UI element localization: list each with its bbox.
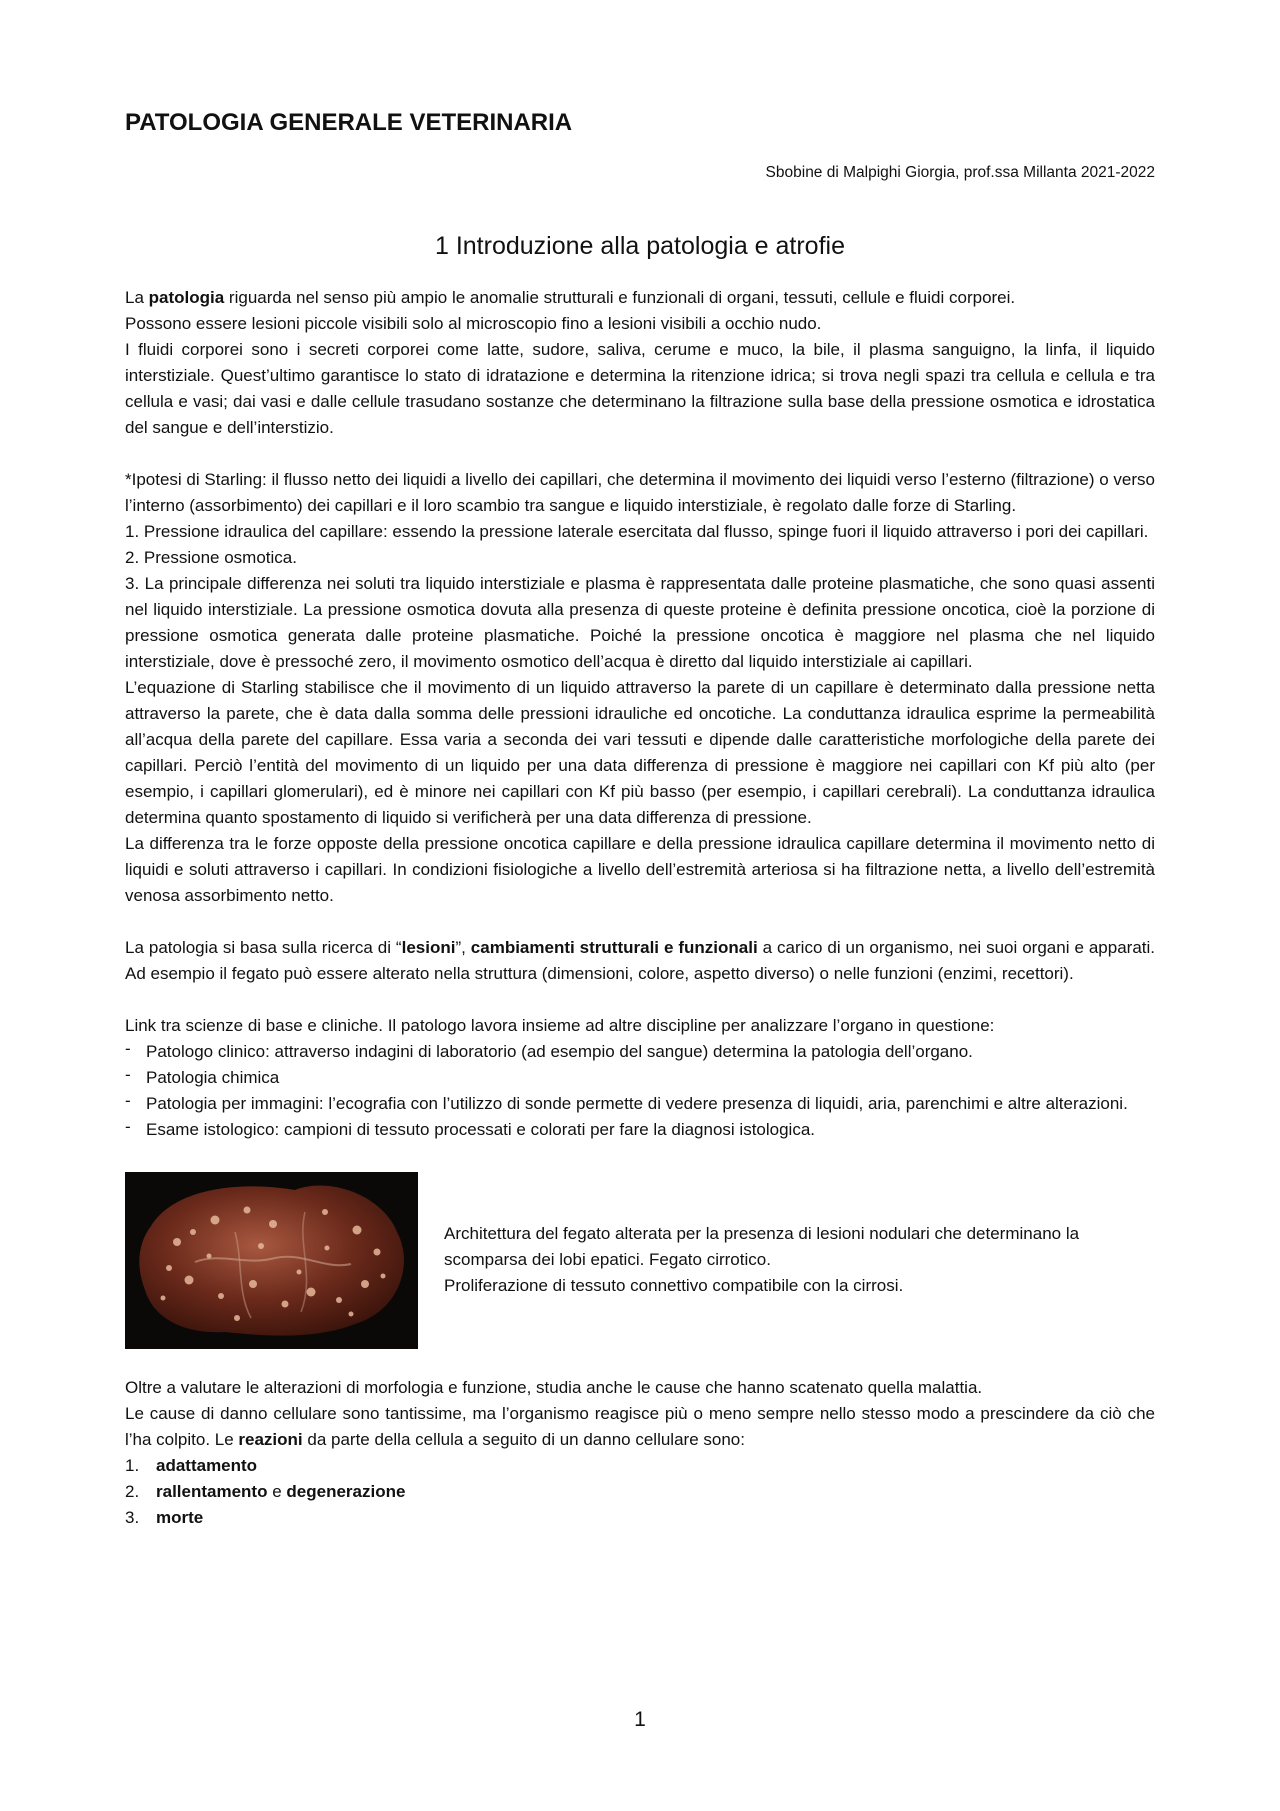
bold-term: degenerazione	[286, 1482, 406, 1501]
starling-item: 2. Pressione osmotica.	[125, 548, 297, 567]
list-number: 1.	[125, 1456, 140, 1475]
list-item: - Patologo clinico: attraverso indagini di laboratorio (ad esempio del sangue) determina la patologia dell’organo.	[125, 1039, 1155, 1065]
intro-paragraph	[125, 285, 1155, 311]
document-title: PATOLOGIA GENERALE VETERINARIA	[125, 109, 573, 136]
list-number: 2.	[125, 1482, 140, 1501]
list-item: - Patologia chimica	[125, 1065, 1155, 1091]
page-number: 1	[634, 1708, 646, 1731]
caption-text: Proliferazione di tessuto connettivo compatibile con la cirrosi.	[444, 1276, 904, 1295]
text-span: La	[125, 288, 149, 307]
text-span: a carico di un organismo, nei suoi organi e apparati. Ad esempio il fegato può essere alterato nella struttura (dimensioni, colore, aspetto diverso) o nelle funzioni (enzimi, recettori).	[125, 938, 1156, 983]
intro-paragraph: I fluidi corporei sono i secreti corporei come latte, sudore, saliva, cerume e muco, la bile, il plasma sanguigno, la linfa, il liquido interstiziale. Quest’ultimo garantisce lo stato di idratazione e determina la ritenzione idrica; si trova negli spazi tra cellula e cellula e tra cellula e vasi; dai vasi e dalle cellule trasudano sostanze che determinano la filtrazione sulla base della pressione osmotica e idrostatica del sangue e dell’interstizio.	[125, 340, 1155, 437]
cirrhotic-liver-photo	[125, 1172, 418, 1349]
author-line: Sbobine di Malpighi Giorgia, prof.ssa Millanta 2021-2022	[765, 164, 1155, 181]
list-number: 3.	[125, 1508, 140, 1527]
links-intro: Link tra scienze di base e cliniche. Il patologo lavora insieme ad altre discipline per analizzare l’organo in questione:	[125, 1016, 995, 1035]
text-span: e	[267, 1482, 287, 1501]
starling-paragraph: La differenza tra le forze opposte della pressione oncotica capillare e della pressione idraulica capillare determina il movimento netto di liquidi e soluti attraverso i capillari. In condizioni fisiologiche a livello dell’estremità arteriosa si ha filtrazione netta, a livello dell’estremità venosa assorbimento netto.	[125, 834, 1155, 905]
bold-term: reazioni	[238, 1430, 303, 1449]
starling-paragraph: *Ipotesi di Starling: il flusso netto dei liquidi a livello dei capillari, che determina il movimento dei liquidi verso l’esterno (filtrazione) o verso l’interno (assorbimento) dei capillari e il loro scambio tra sangue e liquido interstiziale, è regolato dalle forze di Starling.	[125, 470, 1155, 515]
caption-text: Architettura del fegato alterata per la presenza di lesioni nodulari che determinano la scomparsa dei lobi epatici. Fegato cirrotico.	[444, 1224, 1080, 1269]
list-item: - Esame istologico: campioni di tessuto processati e colorati per fare la diagnosi istologica.	[125, 1117, 1155, 1143]
closing-paragraph: Oltre a valutare le alterazioni di morfologia e funzione, studia anche le cause che hanno scatenato quella malattia.	[125, 1378, 983, 1397]
bold-term: rallentamento	[156, 1482, 268, 1501]
closing-paragraph	[125, 1401, 1155, 1453]
text-span: da parte della cellula a seguito di un danno cellulare sono:	[302, 1430, 745, 1449]
bold-term: cambiamenti strutturali e funzionali	[470, 938, 758, 957]
figure	[125, 1172, 1155, 1349]
starling-paragraph: L’equazione di Starling stabilisce che il movimento di un liquido attraverso la parete di un capillare è determinato dalla pressione netta attraverso la parete, che è data dalla somma delle pressioni idrauliche ed oncotiche. La conduttanza idraulica esprime la permeabilità all’acqua della parete del capillare. Essa varia a seconda dei vari tessuti e dipende dalle caratteristiche morfologiche della parete dei capillari. Perciò l’entità del movimento di un liquido per una data differenza di pressione è maggiore nei capillari con Kf più alto (per esempio, i capillari glomerulari), ed è minore nei capillari con Kf più basso (per esempio, i capillari cerebrali). La conduttanza idraulica determina quanto spostamento di liquido si verificherà per una data differenza di pressione.	[125, 678, 1155, 827]
lesions-paragraph	[125, 935, 1155, 987]
text-span: Le cause di danno cellulare sono tantissime, ma l’organismo reagisce più o meno sempre nello stesso modo a prescindere da ciò che l’ha colpito. Le	[125, 1404, 1155, 1449]
bold-term: patologia	[148, 288, 225, 307]
starling-item: 1. Pressione idraulica del capillare: essendo la pressione laterale esercitata dal flusso, spinge fuori il liquido attraverso i pori dei capillari.	[125, 522, 1149, 541]
intro-paragraph: Possono essere lesioni piccole visibili solo al microscopio fino a lesioni visibili a occhio nudo.	[125, 314, 822, 333]
bold-term: adattamento	[156, 1456, 258, 1475]
bold-term: morte	[156, 1508, 204, 1527]
text-span: ”,	[455, 938, 471, 957]
list-item: - Patologia per immagini: l’ecografia con l’utilizzo di sonde permette di vedere presenza di liquidi, aria, parenchimi e altre alterazioni.	[125, 1091, 1155, 1117]
document-body	[125, 285, 1155, 1531]
list-item	[125, 1479, 1155, 1505]
list-item	[125, 1505, 1155, 1531]
text-span: La patologia si basa sulla ricerca di “	[125, 938, 402, 957]
chapter-title: 1 Introduzione alla patologia e atrofie	[434, 232, 845, 260]
starling-item: 3. La principale differenza nei soluti tra liquido interstiziale e plasma è rappresentata dalle proteine plasmatiche, che sono quasi assenti nel liquido interstiziale. La pressione osmotica dovuta alla presenza di queste proteine è definita pressione oncotica, cioè la porzione di pressione osmotica generata dalle proteine plasmatiche. Poiché la pressione oncotica è maggiore nel plasma che nel liquido interstiziale, dove è pressoché zero, il movimento osmotico dell’acqua è diretto dal liquido interstiziale ai capillari.	[125, 574, 1155, 671]
text-span: riguarda nel senso più ampio le anomalie strutturali e funzionali di organi, tessuti, cellule e fluidi corporei.	[224, 288, 1016, 307]
discipline-list	[125, 1039, 1155, 1143]
figure-caption	[444, 1172, 1155, 1349]
list-item	[125, 1453, 1155, 1479]
reaction-list	[125, 1453, 1155, 1531]
bold-term: lesioni	[401, 938, 456, 957]
